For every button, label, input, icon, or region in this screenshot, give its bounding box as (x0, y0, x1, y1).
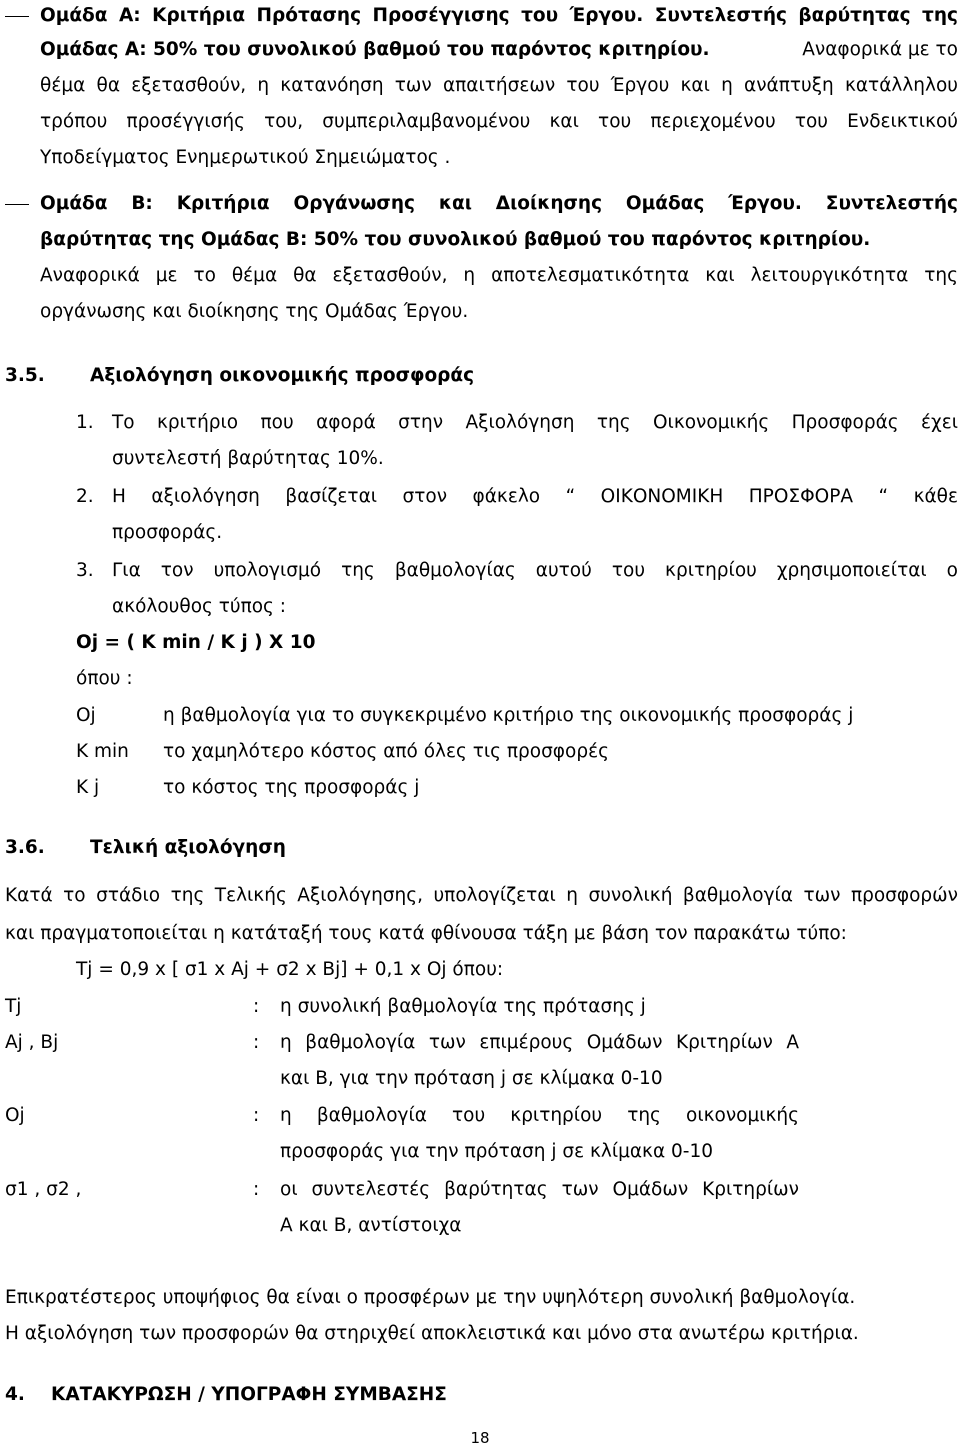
group-b-body-line-2: οργάνωσης και διοίκησης της Ομάδας Έργου. (40, 301, 469, 322)
section-36-intro-line-1: Κατά το στάδιο της Τελικής Αξιολόγησης, υπολογίζεται η συνολική βαθμολογία των προσφορών (5, 885, 958, 906)
closing-line-1: Επικρατέστερος υποψήφιος θα είναι ο προσφέρων με την υψηλότερη συνολική βαθμολογία. (5, 1287, 856, 1308)
group-b-dash (5, 204, 29, 205)
final-colon-oj: : (253, 1105, 260, 1126)
item-1-line-2: συντελεστή βαρύτητας 10%. (112, 448, 384, 469)
item-3-line-1: Για τον υπολογισμό της βαθμολογίας αυτού του κριτηρίου χρησιμοποιείται ο (112, 560, 958, 581)
final-desc-ajbj-line-2: και Β, για την πρόταση j σε κλίμακα 0-10 (280, 1068, 663, 1089)
final-desc-ajbj-line-1: η βαθμολογία των επιμέρους Ομάδων Κριτηρίων Α (280, 1032, 799, 1053)
final-colon-sigma: : (253, 1179, 260, 1200)
group-a-heading-line-2: Ομάδας Α: 50% του συνολικού βαθμού του παρόντος κριτηρίου. (40, 39, 710, 60)
item-2-line-2: προσφοράς. (112, 522, 223, 543)
section-4-title: ΚΑΤΑΚΥΡΩΣΗ / ΥΠΟΓΡΑΦΗ ΣΥΜΒΑΣΗΣ (51, 1384, 447, 1405)
final-desc-sigma-line-2: Α και Β, αντίστοιχα (280, 1215, 462, 1236)
group-b-heading-line-2: βαρύτητας της Ομάδας Β: 50% του συνολικού βαθμού του παρόντος κριτηρίου. (40, 229, 871, 250)
item-2-number: 2. (76, 486, 94, 507)
final-desc-oj-line-1: η βαθμολογία του κριτηρίου της οικονομικής (280, 1105, 799, 1126)
group-a-heading-line-1: Ομάδα Α: Κριτήρια Πρότασης Προσέγγισης του Έργου. Συντελεστής βαρύτητας της (40, 5, 958, 26)
where-label: όπου : (76, 668, 133, 689)
group-a-body-line-4: Υποδείγματος Ενημερωτικού Σημειώματος . (40, 147, 451, 168)
definition-term-kmin: K min (76, 741, 129, 762)
final-colon-tj: : (253, 996, 260, 1017)
group-a-body-line-3: τρόπου προσέγγισής του, συμπεριλαμβανομένου και του περιεχομένου του Ενδεικτικού (40, 111, 958, 132)
group-a-dash (5, 16, 29, 17)
final-term-ajbj: Aj , Bj (5, 1032, 59, 1053)
section-36-number: 3.6. (5, 837, 45, 858)
final-term-sigma: σ1 , σ2 , (5, 1179, 82, 1200)
item-3-number: 3. (76, 560, 94, 581)
group-b-heading-line-1: Ομάδα Β: Κριτήρια Οργάνωσης και Διοίκησης Ομάδας Έργου. Συντελεστής (40, 193, 958, 214)
section-35-number: 3.5. (5, 365, 45, 386)
item-3-line-2: ακόλουθος τύπος : (112, 596, 287, 617)
section-35-title: Αξιολόγηση οικονομικής προσφοράς (90, 365, 475, 386)
group-a-body-line-2: θέμα θα εξετασθούν, η κατανόηση των απαιτήσεων του Έργου και η ανάπτυξη κατάλληλου (40, 75, 958, 96)
item-1-line-1: Το κριτήριο που αφορά στην Αξιολόγηση της Οικονομικής Προσφοράς έχει (112, 412, 958, 433)
definition-term-kj: K j (76, 777, 100, 798)
final-desc-oj-line-2: προσφοράς για την πρόταση j σε κλίμακα 0-10 (280, 1141, 714, 1162)
definition-term-oj: Oj (76, 705, 96, 726)
page-number: 18 (470, 1429, 490, 1447)
closing-line-2: Η αξιολόγηση των προσφορών θα στηριχθεί αποκλειστικά και μόνο στα ανωτέρω κριτήρια. (5, 1323, 859, 1344)
group-a-body-line-1: Αναφορικά με το (802, 39, 958, 60)
final-term-oj: Oj (5, 1105, 25, 1126)
oj-formula: Oj = ( K min / K j ) X 10 (76, 632, 316, 653)
final-desc-tj: η συνολική βαθμολογία της πρότασης j (280, 996, 646, 1017)
final-colon-ajbj: : (253, 1032, 260, 1053)
section-36-title: Τελική αξιολόγηση (90, 837, 286, 858)
group-b-body-line-1: Αναφορικά με το θέμα θα εξετασθούν, η αποτελεσματικότητα και λειτουργικότητα της (40, 265, 958, 286)
tj-formula: Tj = 0,9 x [ σ1 x Aj + σ2 x Bj] + 0,1 x Oj όπου: (76, 959, 504, 980)
final-desc-sigma-line-1: οι συντελεστές βαρύτητας των Ομάδων Κριτηρίων (280, 1179, 799, 1200)
item-1-number: 1. (76, 412, 94, 433)
section-4-number: 4. (5, 1384, 25, 1405)
final-term-tj: Tj (5, 996, 22, 1017)
section-36-intro-line-2: και πραγματοποιείται η κατάταξή τους κατά φθίνουσα τάξη με βάση τον παρακάτω τύπο: (5, 923, 847, 944)
definition-desc-oj: η βαθμολογία για το συγκεκριμένο κριτήριο της οικονομικής προσφοράς j (163, 705, 854, 726)
item-2-line-1: Η αξιολόγηση βασίζεται στον φάκελο “ ΟΙΚΟΝΟΜΙΚΗ ΠΡΟΣΦΟΡΑ “ κάθε (112, 486, 958, 507)
definition-desc-kj: το κόστος της προσφοράς j (163, 777, 420, 798)
definition-desc-kmin: το χαμηλότερο κόστος από όλες τις προσφορές (163, 741, 609, 762)
